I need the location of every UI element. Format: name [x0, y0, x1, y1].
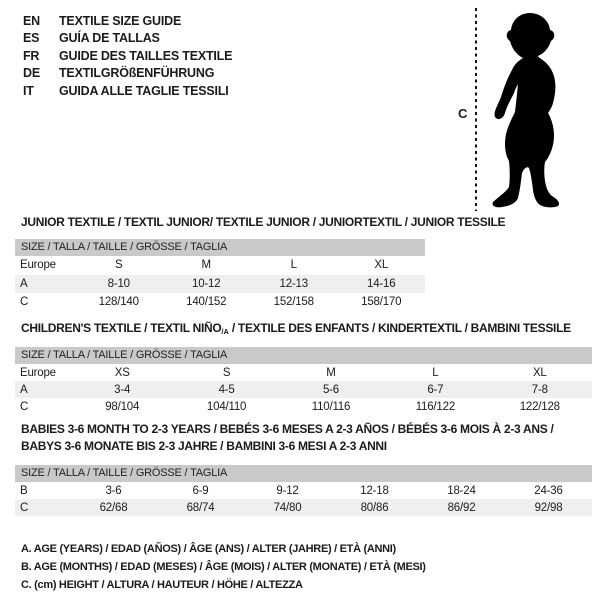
value-cell: 8-10 — [107, 277, 130, 290]
row-label-cell: Europe — [20, 259, 56, 272]
height-measure-dashed-line — [475, 8, 477, 211]
value-cell: 7-8 — [531, 383, 548, 396]
row-label-cell: A — [20, 277, 28, 290]
language-title: TEXTILE SIZE GUIDE — [59, 14, 182, 28]
section-title-babies — [21, 421, 581, 454]
value-cell: 5-6 — [322, 383, 339, 396]
language-code: ES — [23, 31, 40, 46]
section-title-children-text: / TEXTILE DES ENFANTS / KINDERTEXTIL / BAMBINI TESSILE — [228, 321, 571, 335]
legend-note-age-months: B. AGE (MONTHS) / EDAD (MESES) / ÂGE (MOIS) / ALTER (MONATE) / ETÀ (MESI) — [21, 561, 426, 573]
value-cell: 12-18 — [360, 484, 389, 497]
value-cell: 116/122 — [415, 400, 456, 413]
babies-table-block — [15, 465, 592, 516]
section-title-junior: JUNIOR TEXTILE / TEXTIL JUNIOR/ TEXTILE JUNIOR / JUNIORTEXTIL / JUNIOR TESSILE — [21, 215, 506, 229]
value-cell: 24-36 — [534, 484, 563, 497]
section-title-children — [21, 321, 571, 336]
table-row — [15, 293, 425, 312]
value-cell: 152/158 — [273, 296, 314, 309]
table-row — [15, 499, 592, 516]
table-row — [15, 256, 425, 275]
value-cell: 10-12 — [192, 277, 221, 290]
value-cell: 14-16 — [367, 277, 396, 290]
height-measure-label: C — [458, 106, 468, 121]
value-cell: L — [432, 366, 439, 379]
table-row — [15, 275, 425, 294]
value-cell: 158/170 — [361, 296, 402, 309]
value-cell: 9-12 — [276, 484, 299, 497]
row-label-cell: C — [20, 400, 29, 413]
language-row — [23, 30, 232, 47]
row-label-cell: B — [20, 484, 28, 497]
children-size-table — [15, 364, 592, 415]
section-title-babies-line2: BABYS 3-6 MONATE BIS 2-3 JAHRE / BAMBINI 3-6 MESI A 2-3 ANNI — [21, 438, 387, 453]
junior-size-table — [15, 256, 425, 312]
value-cell: S — [222, 366, 231, 379]
size-header-bar: SIZE / TALLA / TAILLE / GRÖSSE / TAGLIA — [15, 239, 425, 256]
language-title: GUIDA ALLE TAGLIE TESSILI — [59, 83, 229, 98]
value-cell: M — [201, 259, 211, 272]
language-title: GUIDE DES TAILLES TEXTILE — [59, 48, 233, 63]
table-row — [15, 482, 592, 499]
language-code: EN — [23, 14, 40, 28]
language-title: GUÍA DE TALLAS — [59, 31, 160, 46]
value-cell: M — [326, 366, 336, 379]
size-header-bar: SIZE / TALLA / TAILLE / GRÖSSE / TAGLIA — [15, 347, 592, 364]
value-cell: 122/128 — [519, 400, 560, 413]
value-cell: 62/68 — [99, 501, 128, 514]
table-row — [15, 381, 592, 398]
value-cell: 110/116 — [311, 400, 351, 413]
value-cell: XL — [532, 366, 547, 379]
junior-table-block — [15, 239, 425, 312]
toddler-silhouette-image — [487, 11, 572, 211]
value-cell: 104/110 — [206, 400, 247, 413]
language-row — [23, 65, 232, 82]
table-row — [15, 364, 592, 381]
row-label-cell: Europe — [20, 366, 56, 379]
value-cell: S — [115, 259, 123, 272]
value-cell: 128/140 — [98, 296, 139, 309]
language-title-list — [23, 13, 232, 100]
legend-note-height: C. (cm) HEIGHT / ALTURA / HAUTEUR / HÖHE / ALTEZZA — [21, 579, 303, 591]
language-code: FR — [23, 48, 40, 63]
children-table-block — [15, 347, 592, 415]
row-label-cell: C — [20, 501, 29, 514]
value-cell: 3-4 — [114, 383, 131, 396]
section-title-children-text: CHILDREN'S TEXTILE / TEXTIL NIÑO — [21, 321, 222, 335]
value-cell: 18-24 — [447, 484, 476, 497]
table-row — [15, 398, 592, 415]
language-row — [23, 48, 232, 65]
value-cell: 12-13 — [279, 277, 308, 290]
value-cell: 74/80 — [273, 501, 302, 514]
value-cell: 92/98 — [534, 501, 563, 514]
value-cell: 98/104 — [105, 400, 140, 413]
value-cell: 140/152 — [186, 296, 227, 309]
value-cell: 80/86 — [360, 501, 389, 514]
babies-size-table — [15, 482, 592, 516]
value-cell: 86/92 — [447, 501, 476, 514]
size-header-bar: SIZE / TALLA / TAILLE / GRÖSSE / TAGLIA — [15, 465, 592, 482]
section-title-children-subscript: /A — [221, 327, 229, 337]
language-code: IT — [23, 83, 34, 98]
row-label-cell: A — [20, 383, 28, 396]
language-row — [23, 83, 232, 100]
row-label-cell: C — [20, 296, 29, 309]
value-cell: 6-7 — [427, 383, 444, 396]
section-title-babies-line1: BABIES 3-6 MONTH TO 2-3 YEARS / BEBÉS 3-6 MESES A 2-3 AÑOS / BÉBÉS 3-6 MOIS À 2-3 ANS / — [21, 422, 554, 436]
legend-notes — [21, 540, 426, 594]
language-title: TEXTILGRÖßENFÜHRUNG — [59, 66, 215, 81]
legend-note-age-years: A. AGE (YEARS) / EDAD (AÑOS) / ÂGE (ANS) / ALTER (JAHRE) / ETÀ (ANNI) — [21, 543, 396, 555]
value-cell: 4-5 — [218, 383, 235, 396]
language-row — [23, 13, 232, 30]
value-cell: L — [290, 259, 297, 272]
value-cell: XS — [114, 366, 130, 379]
value-cell: XL — [374, 259, 389, 272]
language-code: DE — [23, 66, 40, 81]
value-cell: 6-9 — [192, 484, 209, 497]
value-cell: 3-6 — [105, 484, 122, 497]
value-cell: 68/74 — [186, 501, 215, 514]
